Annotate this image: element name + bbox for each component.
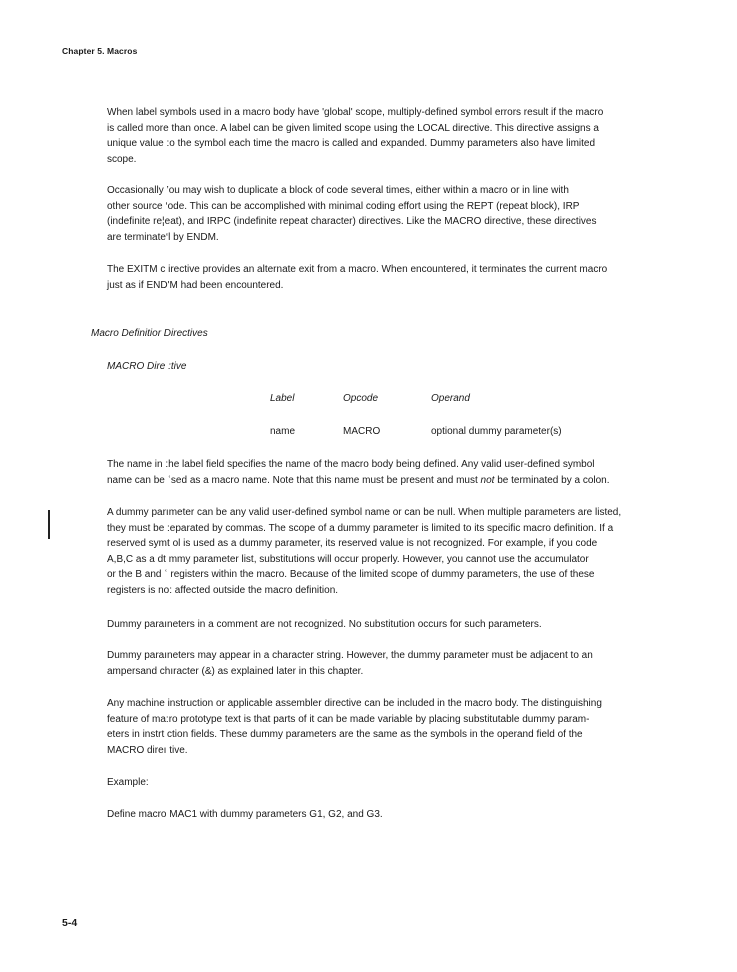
paragraph-local-scope: When label symbols used in a macro body have 'global' scope, multiply-defined symbol errors result if the macro is called more than once. A label can be given limited scope using the LOCAL directive. This directive assigns a unique value :o the symbol each time the macro is called and expanded. Dummy parameters also have limited scope. [107,107,604,165]
section-heading: Macro Definitior Directives [91,328,208,339]
paragraph-macro-body: Any machine instruction or applicable assembler directive can be included in the macro body. The distinguishing feature of ma:ro prototype text is that parts of it can be made variable by placing substitutable dummy param- eters in instrt ction fields. These dummy parameters are the same as the symbols in the operand field of the MACRO direı tive. [107,698,602,756]
table-cell-label: name [270,426,296,437]
paragraph-dummy-parameter: A dummy parımeter can be any valid user-defined symbol name or can be null. When multiple parameters are listed, they must be :eparated by commas. The scope of a dummy parameter is limited to its specific macro definition. If a reserved symt ol is used as a dummy parameter, its reserved value is not recognized. For example, if you code A,B,C as a dt mmy parameter list, substitutions will occur properly. However, you cannot use the accumulator or the B and ʿ registers within the macro. Because of the limited scope of dummy parameters, the use of these registers is no: affected outside the macro definition. [107,507,622,596]
paragraph-example-label: Example: [107,777,149,788]
page-number: 5-4 [62,917,78,929]
paragraph-exitm: The EXITM c irective provides an alternate exit from a macro. When encountered, it terminates the current macro just as if END'M had been encountered. [107,264,608,291]
table-header-label: Label [270,393,295,404]
name-field-text-end: be terminated by a colon. [494,474,610,486]
paragraph-comment-parameters: Dummy paraıneters in a comment are not recognized. No substitution occurs for such parameters. [107,619,542,630]
emphasis-not: not [480,474,495,486]
subsection-heading: MACRO Dire :tive [107,361,187,372]
name-field-text-start: The name in :he label field specifies the name of the macro body being defined. Any valid user-defined symbol name can be ʿsed as a macro name. Note that this name must be present and must [107,459,595,486]
table-header-opcode: Opcode [343,393,379,404]
revision-change-bar [48,510,50,539]
paragraph-repeat-directives: Occasionally ’ou may wish to duplicate a block of code several times, either within a macro or in line with other source ‘ode. This can be accomplished with minimal coding effort using the REPT (repeat block), IRP (indefinite re¦eat), and IRPC (indefinite repeat character) directives. Like the MACRO directive, these directives are terminate‘l by ENDM. [107,185,597,243]
chapter-header: Chapter 5. Macros [62,46,138,56]
table-header-operand: Operand [431,393,470,404]
table-cell-operand: optional dummy parameter(s) [431,426,562,437]
paragraph-define-mac1: Define macro MAC1 with dummy parameters G1, G2, and G3. [107,809,383,820]
paragraph-name-field [107,457,687,488]
paragraph-character-string: Dummy paraıneters may appear in a character string. However, the dummy parameter must be adjacent to an ampersand chıracter (&) as explained later in this chapter. [107,650,593,677]
table-cell-opcode: MACRO [343,426,381,437]
